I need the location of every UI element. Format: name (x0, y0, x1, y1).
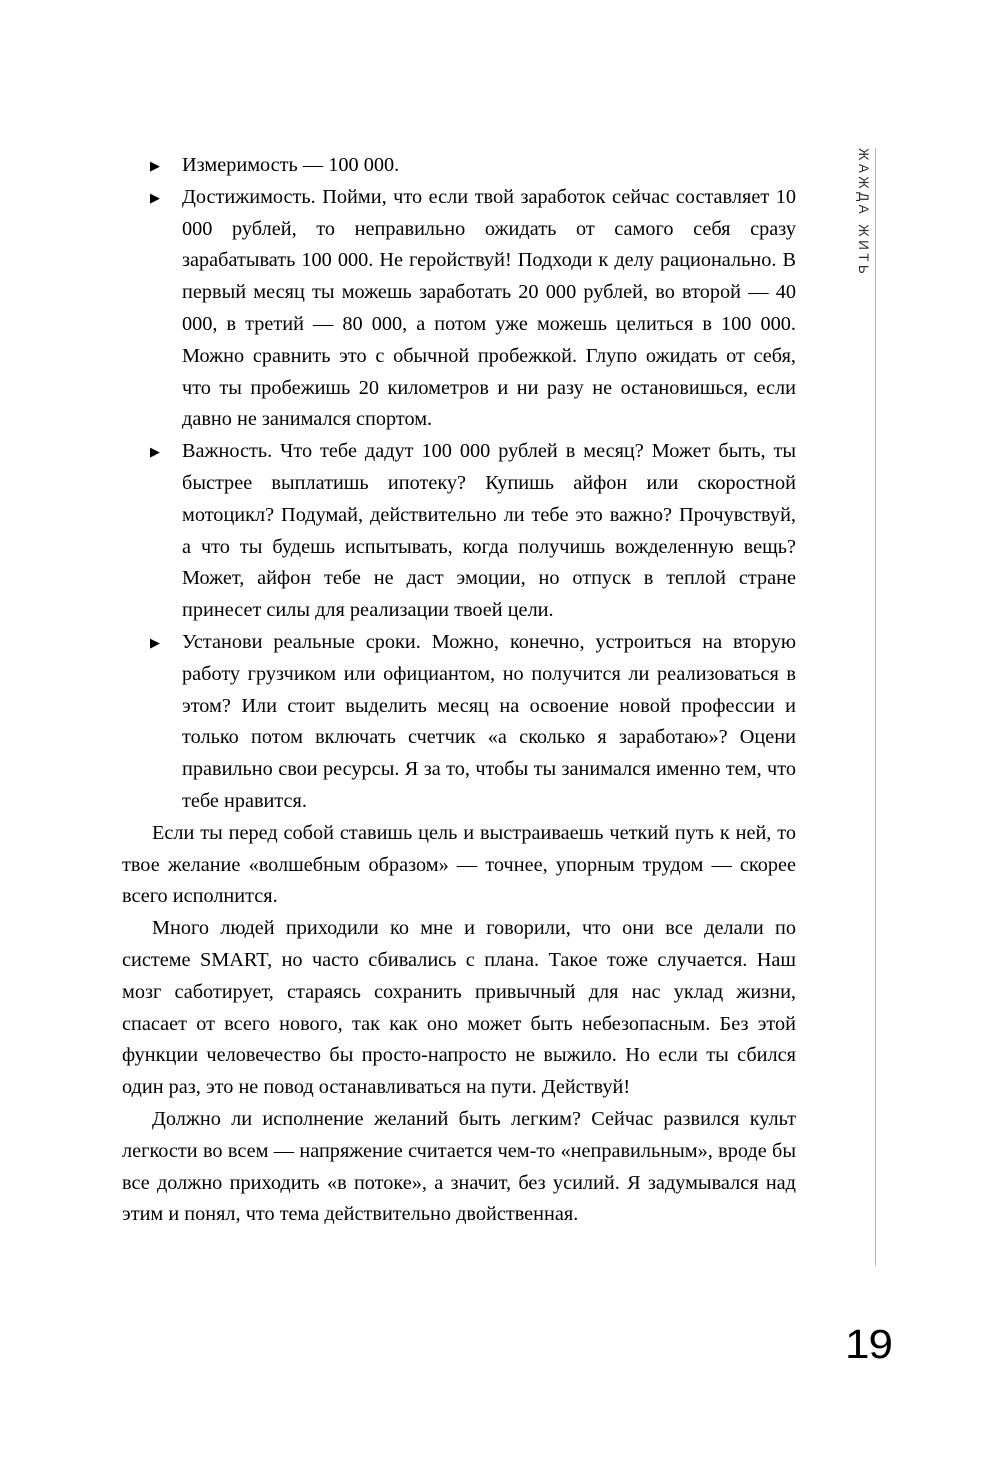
running-header-rule (875, 148, 876, 1266)
body-paragraph: Должно ли исполнение желаний быть легким? Сейчас развился культ легкости во всем — напряжение считается чем-то «неправильным», вроде бы все должно приходить «в потоке», а значит, без усилий. Я задумывался над этим и понял, что тема действительно двойственная. (122, 1107, 796, 1226)
list-item-text: Измеримость — 100 000. (182, 154, 400, 176)
list-item (122, 182, 796, 436)
list-item-text: Важность. Что тебе дадут 100 000 рублей в месяц? Может быть, ты быстрее выплатишь ипотеку? Купишь айфон или скоростной мотоцикл? Подумай, действительно ли тебе это важно? Прочувствуй, а что ты будешь испытывать, когда получишь вожделенную вещь? Может, айфон тебе не даст эмоции, но отпуск в теплой стране принесет силы для реализации твоей цели. (182, 440, 796, 622)
page-number: 19 (845, 1322, 892, 1368)
list-item (122, 436, 796, 627)
smart-criteria-list (122, 150, 796, 818)
body-paragraph: Много людей приходили ко мне и говорили, что они все делали по системе SMART, но часто сбивались с плана. Такое тоже случается. Наш мозг саботирует, стараясь сохранить привычный для нас уклад жизни, спасает от всего нового, так как оно может быть небезопасным. Без этой функции человечество бы просто-напросто не выжило. Но если ты сбился один раз, это не повод останавливаться на пути. Действуй! (122, 917, 796, 1099)
list-item-text: Достижимость. Пойми, что если твой заработок сейчас составляет 10 000 рублей, то неправильно ожидать от самого себя сразу зарабатывать 100 000. Не геройствуй! Подходи к делу рационально. В первый месяц ты можешь заработать 20 000 рублей, во второй — 40 000, в третий — 80 000, а потом уже можешь целиться в 100 000. Можно сравнить это с обычной пробежкой. Глупо ожидать от себя, что ты пробежишь 20 километров и ни разу не остановишься, если давно не занимался спортом. (182, 185, 796, 431)
triangle-bullet-icon: ▶ (150, 634, 160, 650)
list-item-text: Установи реальные сроки. Можно, конечно, устроиться на вторую работу грузчиком или официантом, но получится ли реализоваться в этом? Или стоит выделить месяц на освоение новой профессии и только потом включать счетчик «а сколько я заработаю»? Оцени правильно свои ресурсы. Я за то, чтобы ты занимался именно тем, что тебе нравится. (182, 630, 796, 812)
body-paragraph: Если ты перед собой ставишь цель и выстраиваешь четкий путь к ней, то твое желание «волшебным образом» — точнее, упорным трудом — скорее всего исполнится. (122, 821, 796, 908)
list-item (122, 627, 796, 818)
triangle-bullet-icon: ▶ (150, 189, 160, 205)
running-header-text: ЖАЖДА ЖИТЬ (856, 148, 871, 278)
triangle-bullet-icon: ▶ (150, 444, 160, 460)
text-column (122, 150, 796, 1231)
running-header-area (845, 148, 885, 1268)
list-item (122, 150, 796, 182)
triangle-bullet-icon: ▶ (150, 158, 160, 173)
